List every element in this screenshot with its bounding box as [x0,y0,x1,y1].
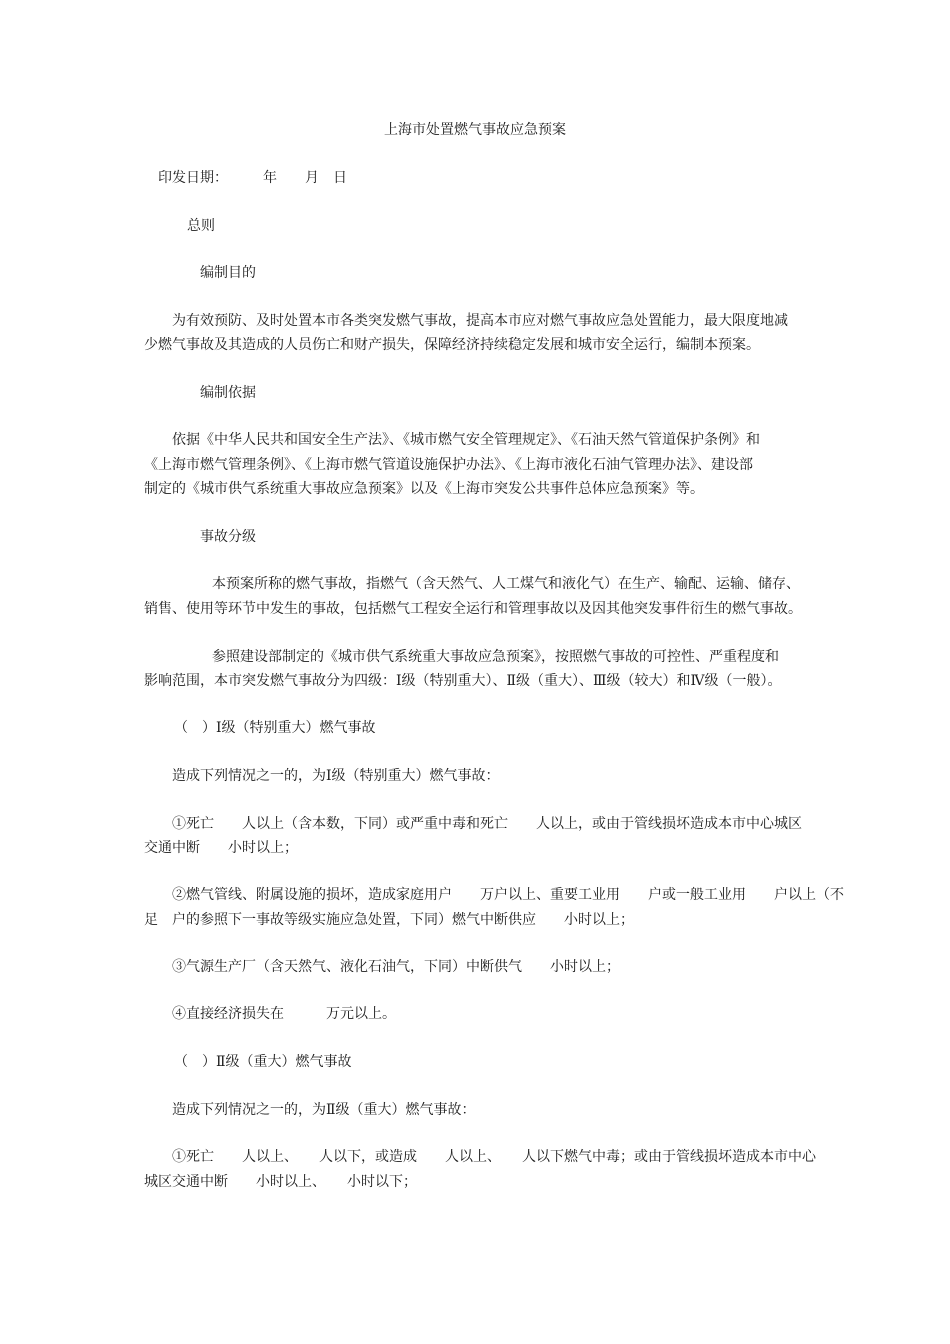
document-title: 上海市处置燃气事故应急预案 [384,122,566,138]
list-item-line: ②燃气管线、附属设施的损坏，造成家庭用户 万户以上、重要工业用 户或一般工业用 户以上（不 [172,887,844,903]
issue-date: 印发日期： 年 月 日 [158,170,347,186]
list-item-line: ④直接经济损失在 万元以上。 [172,1006,396,1022]
level1-heading: （ ）Ⅰ级（特别重大）燃气事故 [174,720,376,736]
list-item-line: ①死亡 人以上（含本数，下同）或严重中毒和死亡 人以上，或由于管线损坏造成本市中心城区 [172,816,802,832]
list-item-line: ③气源生产厂（含天然气、液化石油气，下同）中断供气 小时以上； [172,959,620,975]
paragraph-line: 依据《中华人民共和国安全生产法》、《城市燃气安全管理规定》、《石油天然气管道保护条例》和 [172,432,760,448]
heading-classification: 事故分级 [200,529,256,545]
heading-basis: 编制依据 [200,385,256,401]
paragraph-line: 少燃气事故及其造成的人员伤亡和财产损失，保障经济持续稳定发展和城市安全运行，编制本预案。 [144,337,760,353]
list-item-line: 足 户的参照下一事故等级实施应急处置，下同）燃气中断供应 小时以上； [144,912,634,928]
paragraph-line: 造成下列情况之一的，为Ⅰ级（特别重大）燃气事故： [172,768,500,784]
paragraph-line: 参照建设部制定的《城市供气系统重大事故应急预案》，按照燃气事故的可控性、严重程度和 [212,649,779,665]
list-item-line: 交通中断 小时以上； [144,840,298,856]
paragraph-line: 造成下列情况之一的，为Ⅱ级（重大）燃气事故： [172,1102,476,1118]
section-heading-general: 总则 [187,218,215,234]
heading-purpose: 编制目的 [200,265,256,281]
paragraph-line: 本预案所称的燃气事故，指燃气（含天然气、人工煤气和液化气）在生产、输配、运输、储存、 [212,576,800,592]
paragraph-line: 销售、使用等环节中发生的事故，包括燃气工程安全运行和管理事故以及因其他突发事件衍生的燃气事故。 [144,601,802,617]
paragraph-line: 影响范围，本市突发燃气事故分为四级：Ⅰ级（特别重大）、Ⅱ级（重大）、Ⅲ级（较大）和Ⅳ级（一般）。 [144,673,782,689]
list-item-line: 城区交通中断 小时以上、 小时以下； [144,1174,417,1190]
list-item-line: ①死亡 人以上、 人以下，或造成 人以上、 人以下燃气中毒；或由于管线损坏造成本市中心 [172,1149,816,1165]
paragraph-line: 《上海市燃气管理条例》、《上海市燃气管道设施保护办法》、《上海市液化石油气管理办法》、建设部 [144,457,753,473]
paragraph-line: 制定的《城市供气系统重大事故应急预案》以及《上海市突发公共事件总体应急预案》等。 [144,481,704,497]
paragraph-line: 为有效预防、及时处置本市各类突发燃气事故，提高本市应对燃气事故应急处置能力，最大限度地减 [172,313,788,329]
level2-heading: （ ）Ⅱ级（重大）燃气事故 [174,1054,352,1070]
